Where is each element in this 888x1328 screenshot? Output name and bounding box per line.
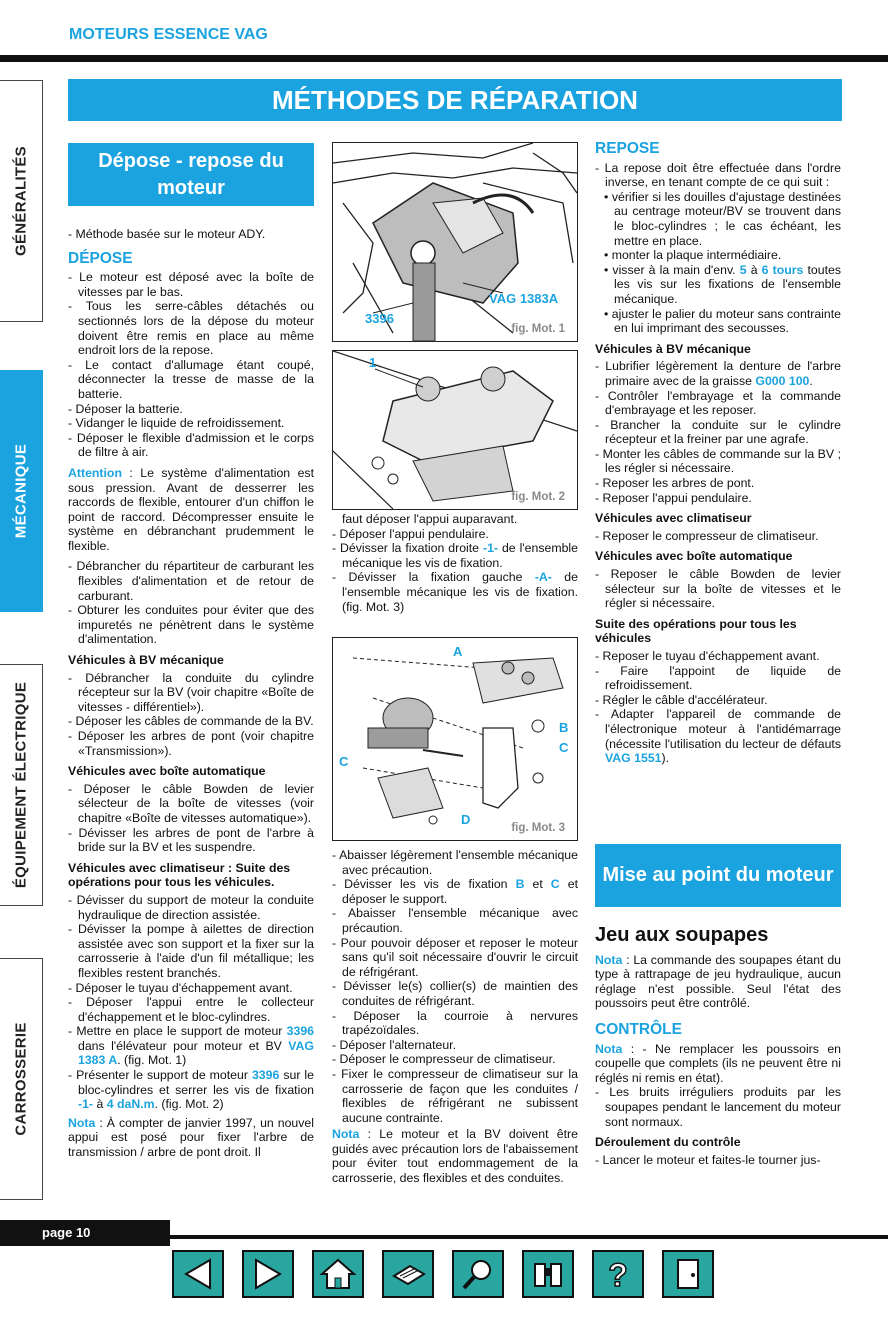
list-item: - Contrôler l'embrayage et la commande d'embrayage et les reposer.: [595, 388, 841, 418]
list-item: - Déposer l'appui entre le collecteur d'échappement et le bloc-cylindres.: [68, 995, 314, 1024]
figure-label: 1: [369, 355, 377, 370]
sidebar-tab-generalites[interactable]: [0, 80, 43, 322]
list-item: - Reposer les arbres de pont.: [595, 476, 755, 491]
list-item: - Le contact d'allumage étant coupé, déconnecter la tresse de masse de la batterie.: [68, 357, 314, 401]
column-3-bottom: [595, 924, 841, 1167]
continuation-text: faut déposer l'appui auparavant.: [342, 512, 518, 526]
list-item: - Présenter le support de moteur 3396 sur le bloc-cylindres et serrer les vis de fixation -1- à 4 daN.m. (fig. Mot. 2): [68, 1068, 314, 1112]
list-item: - Lancer le moteur et faites-le tourner jus-: [595, 1152, 821, 1167]
list-item: - Dévisser la fixation droite -1- de l'ensemble mécanique les vis de fixation.: [332, 541, 578, 570]
subheading-suite: Suite des opérations pour tous les véhicules: [595, 616, 797, 646]
page-banner: MÉTHODES DE RÉPARATION: [68, 79, 842, 121]
list-item: - Déposer le câble Bowden de levier sélecteur de la boîte de vitesses (voir chapitre «Boîte de vitesses automatique»).: [68, 781, 314, 825]
column-2-bottom: [332, 848, 578, 1186]
list-item: - Déposer les câbles de commande de la BV.: [68, 714, 314, 729]
figure-label: VAG 1383A: [489, 291, 559, 306]
figure-mot-1: [332, 142, 578, 342]
svg-text:?: ?: [608, 1257, 628, 1292]
section-title-depose-repose: Dépose - repose du moteur: [68, 143, 314, 206]
print-button[interactable]: [382, 1250, 434, 1298]
list-item: - Reposer l'appui pendulaire.: [595, 490, 752, 505]
section-title-mise-au-point: Mise au point du moteur: [595, 844, 841, 907]
list-item: - Déposer le tuyau d'échappement avant.: [68, 980, 293, 995]
nota-note: Nota : Le moteur et la BV doivent être guidés avec précaution lors de l'abaissement pour éviter tout endommagement de la carrosserie, des flexibles et des conduites.: [332, 1127, 578, 1186]
nota-note: Nota : À compter de janvier 1997, un nouvel appui est posé pour fixer l'arbre de transmission / arbre de pont droit. Il: [68, 1115, 314, 1160]
help-button[interactable]: [592, 1250, 644, 1298]
list-item: - Déposer la batterie.: [68, 401, 183, 416]
list-item: - Reposer le câble Bowden de levier sélecteur sur la boîte de vitesses et le régler si nécessaire.: [595, 567, 841, 611]
print-icon: [388, 1256, 428, 1292]
subheading-clim: Véhicules avec climatiseur: [595, 511, 752, 526]
subheading-deroulement: Déroulement du contrôle: [595, 1135, 741, 1150]
sidebar-tab-label: MÉCANIQUE: [12, 443, 30, 539]
help-icon: [598, 1256, 638, 1292]
jeu-soupapes-heading: Jeu aux soupapes: [595, 924, 769, 946]
figure-caption: fig. Mot. 2: [511, 491, 565, 503]
list-item: - Tous les serre-câbles détachés ou sectionnés lors de la dépose du moteur doivent être remis en place au même endroit lors de la repose.: [68, 299, 314, 358]
list-item: - Les bruits irréguliers produits par les soupapes pendant le lancement du moteur sont normaux.: [595, 1085, 841, 1129]
binoculars-icon: [528, 1256, 568, 1292]
bullet-item: • visser à la main d'env. 5 à 6 tours toutes les vis sur les fixations de l'ensemble mécanique.: [604, 262, 841, 306]
list-item: - Régler le câble d'accélérateur.: [595, 692, 768, 707]
list-item: - Fixer le compresseur de climatiseur sur la carrosserie de façon que les conduites / flexibles de réfrigérant ne subissent aucune contrainte.: [332, 1066, 578, 1125]
list-item: - Dévisser les vis de fixation B et C et déposer le support.: [332, 877, 578, 906]
sidebar-tab-label: GÉNÉRALITÉS: [12, 146, 30, 256]
exit-button[interactable]: [662, 1250, 714, 1298]
bullet-item: • monter la plaque intermédiaire.: [604, 248, 782, 263]
list-item: - Reposer le compresseur de climatiseur.: [595, 528, 819, 543]
next-icon: [248, 1256, 288, 1292]
list-item: - Débrancher du répartiteur de carburant les flexibles d'alimentation et de retour de carburant.: [68, 559, 314, 603]
nota-note: Nota : - Ne remplacer les poussoirs en coupelle que complets (ils ne peuvent être ni réglés ni remis en état).: [595, 1041, 841, 1085]
figure-label: B: [559, 720, 569, 735]
home-icon: [318, 1256, 358, 1292]
figure-caption: fig. Mot. 1: [511, 323, 565, 335]
list-item: - Brancher la conduite sur le cylindre récepteur et la freiner par une agrafe.: [595, 417, 841, 447]
list-item: - Débrancher la conduite du cylindre récepteur sur la BV (voir chapitre «Boîte de vitesses - différentiel»).: [68, 670, 314, 714]
subheading-clim: Véhicules avec climatiseur : Suite des opérations pour tous les véhicules.: [68, 860, 291, 890]
list-item: - Lubrifier légèrement la denture de l'arbre primaire avec de la graisse G000 100.: [595, 359, 841, 388]
list-item: - Dévisser la fixation gauche -A- de l'ensemble mécanique les vis de fixation. (fig. Mot. 3): [332, 570, 578, 614]
subheading-bvm: Véhicules à BV mécanique: [595, 341, 751, 356]
list-item: - Vidanger le liquide de refroidissement.: [68, 416, 285, 431]
previous-page-button[interactable]: [172, 1250, 224, 1298]
nota-note: Nota : La commande des soupapes étant du type à rattrapage de jeu hydraulique, aucun réglage n'est possible. Seul l'état des poussoirs peut être contrôlé.: [595, 952, 841, 1011]
list-item: - Dévisser du support de moteur la conduite hydraulique de direction assistée.: [68, 892, 314, 922]
figure-caption: fig. Mot. 3: [511, 822, 565, 834]
figure-label: C: [559, 740, 569, 755]
column-3-top: [595, 142, 841, 766]
list-item: - Abaisser légèrement l'ensemble mécanique avec précaution.: [332, 848, 578, 877]
sidebar-tab-mecanique[interactable]: [0, 370, 43, 612]
subheading-bva: Véhicules avec boîte automatique: [68, 764, 266, 779]
subheading-bvm: Véhicules à BV mécanique: [68, 653, 224, 668]
sidebar-tab-label: CARROSSERIE: [12, 1022, 30, 1136]
list-item: - Dévisser les arbres de pont de l'arbre à bride sur la BV et les suspendre.: [68, 825, 314, 855]
list-item: - Déposer les arbres de pont (voir chapitre «Transmission»).: [68, 729, 314, 758]
column-2-top: [332, 512, 578, 614]
header-rule: [0, 55, 888, 62]
search-button[interactable]: [452, 1250, 504, 1298]
engine-mount-illustration: [333, 351, 577, 509]
list-item: - Déposer l'appui pendulaire.: [332, 526, 489, 541]
engine-mount-exploded-illustration: [333, 638, 577, 840]
list-item: - Mettre en place le support de moteur 3396 dans l'élévateur pour moteur et BV VAG 1383 A. (fig. Mot. 1): [68, 1024, 314, 1068]
find-button[interactable]: [522, 1250, 574, 1298]
figure-label: A: [453, 644, 463, 659]
attention-note: Attention : Le système d'alimentation est sous pression. Avant de desserrer les raccords de flexible, entourer d'un chiffon le point de raccord. Décompresser ensuite le système en débranchant prudemment le flexible.: [68, 465, 314, 553]
figure-label: C: [339, 754, 349, 769]
bullet-item: • ajuster le palier du moteur sans contrainte en lui imprimant des secousses.: [604, 306, 841, 336]
controle-heading: CONTRÔLE: [595, 1020, 682, 1038]
list-item: - Reposer le tuyau d'échappement avant.: [595, 649, 820, 663]
sidebar-tab-equipement-electrique[interactable]: [0, 664, 43, 906]
list-item: - Déposer le flexible d'admission et le corps de filtre à air.: [68, 430, 314, 460]
figure-mot-2: [332, 350, 578, 510]
intro-text: - Méthode basée sur le moteur ADY.: [68, 227, 266, 241]
figure-label: D: [461, 812, 471, 827]
figure-label: 3396: [365, 311, 394, 326]
list-item: - Pour pouvoir déposer et reposer le moteur sans qu'il soit nécessaire d'ouvrir le circuit de réfrigérant.: [332, 935, 578, 979]
list-item: - Adapter l'appareil de commande de l'électronique moteur à l'antidémarrage (nécessite l'utilisation du lecteur de défauts VAG 1551).: [595, 707, 841, 766]
previous-icon: [178, 1256, 218, 1292]
repose-heading: REPOSE: [595, 140, 660, 157]
list-item: - La repose doit être effectuée dans l'ordre inverse, en tenant compte de ce qui suit :: [595, 160, 841, 190]
bullet-item: • vérifier si les douilles d'ajustage destinées au centrage moteur/BV se trouvent dans le bloc-cylindres ; le cas échéant, les mettre en place.: [604, 189, 841, 248]
document-header: MOTEURS ESSENCE VAG: [69, 26, 268, 43]
figure-mot-3: [332, 637, 578, 841]
sidebar-tab-label: ÉQUIPEMENT ÉLECTRIQUE: [12, 681, 30, 889]
page-number: page 10: [0, 1220, 170, 1246]
subheading-bva: Véhicules avec boîte automatique: [595, 549, 793, 564]
list-item: - Le moteur est déposé avec la boîte de vitesses par le bas.: [68, 270, 314, 299]
exit-icon: [668, 1256, 708, 1292]
list-item: - Obturer les conduites pour éviter que des impuretés ne pénètrent dans le système d'alimentation.: [68, 603, 314, 647]
list-item: - Dévisser la pompe à ailettes de direction assistée avec son support et la fixer sur la carrosserie à l'aide d'un fil métallique; les flexibles restent branchés.: [68, 922, 314, 980]
list-item: - Monter les câbles de commande sur la BV ; les régler si nécessaire.: [595, 446, 841, 476]
list-item: - Abaisser l'ensemble mécanique avec précaution.: [332, 906, 578, 935]
list-item: - Faire l'appoint de liquide de refroidissement.: [595, 663, 841, 693]
home-button[interactable]: [312, 1250, 364, 1298]
list-item: - Dévisser le(s) collier(s) de maintien des conduites de réfrigérant.: [332, 979, 578, 1008]
list-item: - Déposer le compresseur de climatiseur.: [332, 1052, 556, 1067]
depose-heading: DÉPOSE: [68, 249, 133, 267]
list-item: - Déposer la courroie à nervures trapézoïdales.: [332, 1008, 578, 1038]
column-1: [68, 227, 314, 1160]
sidebar-tab-carrosserie[interactable]: [0, 958, 43, 1200]
next-page-button[interactable]: [242, 1250, 294, 1298]
list-item: - Déposer l'alternateur.: [332, 1037, 457, 1052]
search-icon: [458, 1256, 498, 1292]
